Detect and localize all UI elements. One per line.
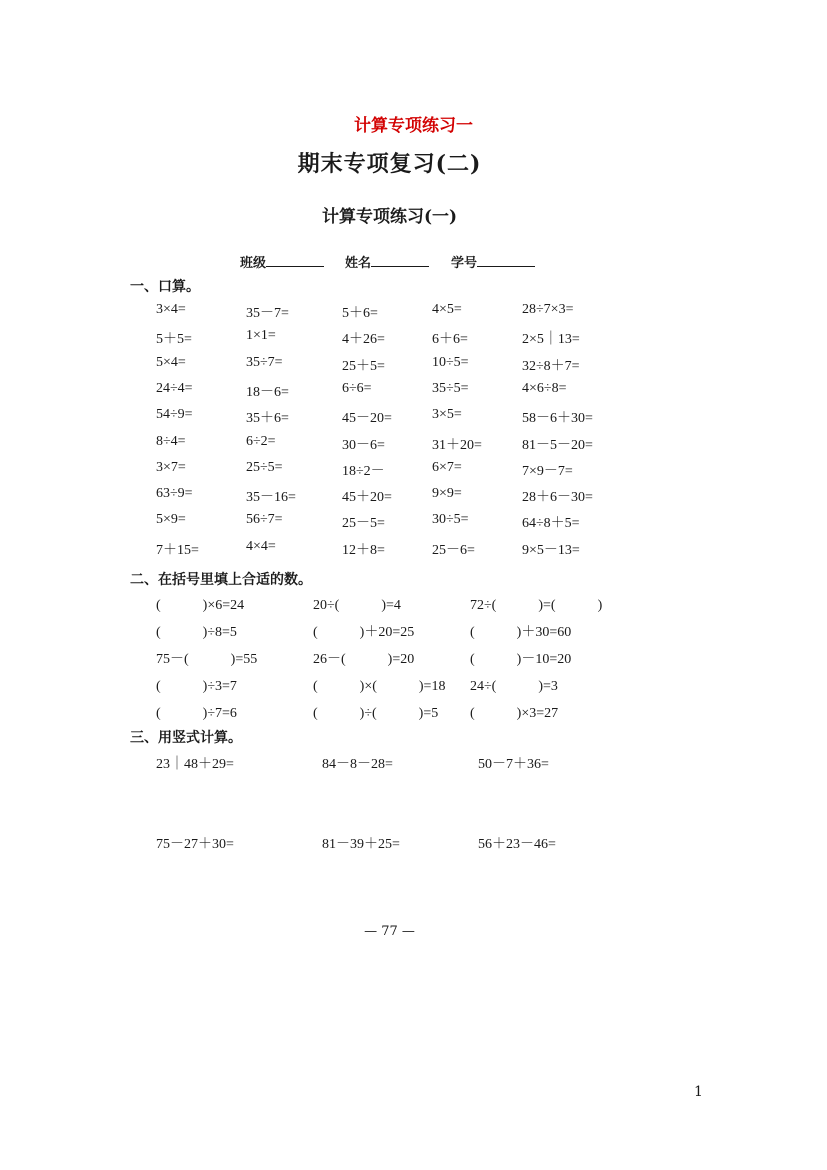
- class-label: 班级: [240, 256, 267, 271]
- fill-in-item: ( )÷( )=5: [313, 706, 439, 721]
- oral-calc-item: 81－5－20=: [522, 437, 593, 453]
- oral-calc-item: 25－6=: [432, 542, 475, 558]
- oral-calc-item: 9×9=: [432, 486, 462, 502]
- fill-in-item: ( )÷7=6: [156, 706, 237, 721]
- vertical-calc-item: 84－8－28=: [322, 757, 393, 772]
- oral-calc-item: 45＋20=: [342, 490, 392, 506]
- fill-in-item: ( )÷3=7: [156, 679, 237, 694]
- id-field: [451, 252, 535, 271]
- oral-calc-item: 6×7=: [432, 459, 462, 475]
- class-field: [240, 252, 324, 271]
- oral-calc-item: 7＋15=: [156, 542, 199, 558]
- oral-calc-item: 5×9=: [156, 512, 186, 528]
- fill-in-item: ( )－10=20: [470, 652, 572, 667]
- oral-calc-item: 24÷4=: [156, 380, 193, 396]
- oral-calc-item: 30÷5=: [432, 512, 469, 528]
- oral-calc-item: 3×4=: [156, 302, 186, 317]
- name-label: 姓名: [345, 256, 372, 271]
- fill-in-item: 75－( )=55: [156, 652, 258, 667]
- oral-calc-item: 4×6÷8=: [522, 380, 567, 396]
- oral-calc-item: 5×4=: [156, 354, 186, 370]
- section1-heading: 一、口算。: [130, 279, 200, 295]
- oral-calc-item: 35－16=: [246, 490, 296, 506]
- oral-calc-item: 4×5=: [432, 302, 462, 317]
- fill-in-item: 72÷( )=( ): [470, 598, 603, 613]
- oral-calc-item: 4＋26=: [342, 332, 385, 348]
- oral-calc-item: 4×4=: [246, 538, 276, 554]
- fill-in-item: ( )＋20=25: [313, 625, 415, 640]
- oral-calc-item: 8÷4=: [156, 433, 186, 449]
- oral-calc-item: 30－6=: [342, 437, 385, 453]
- oral-calc-item: 7×9－7=: [522, 463, 573, 479]
- section3-heading: 三、用竖式计算。: [130, 730, 242, 746]
- oral-calc-item: 6÷2=: [246, 433, 276, 449]
- oral-calc-item: 10÷5=: [432, 354, 469, 370]
- fill-in-item: ( )＋30=60: [470, 625, 572, 640]
- oral-calc-item: 25－5=: [342, 516, 385, 532]
- oral-calc-item: 18－6=: [246, 384, 289, 400]
- fill-in-item: ( )×3=27: [470, 706, 559, 721]
- oral-calc-item: 6÷6=: [342, 380, 372, 396]
- vertical-calc-item: 56＋23－46=: [478, 837, 556, 852]
- oral-calc-item: 64÷8＋5=: [522, 516, 580, 532]
- oral-calc-item: 5＋6=: [342, 306, 378, 321]
- main-title: 期末专项复习(二): [297, 151, 482, 177]
- fill-in-item: ( )×6=24: [156, 598, 245, 613]
- vertical-calc-item: 75－27＋30=: [156, 837, 234, 852]
- fill-in-item: 20÷( )=4: [313, 598, 401, 613]
- oral-calc-item: 58－6＋30=: [522, 411, 593, 427]
- oral-calc-item: 25÷5=: [246, 459, 283, 475]
- oral-calc-item: 18÷2－: [342, 463, 385, 479]
- oral-calc-item: 1×1=: [246, 328, 276, 344]
- fill-in-item: 26－( )=20: [313, 652, 415, 667]
- fill-in-item: ( )×( )=18: [313, 679, 446, 694]
- vertical-calc-item: 81－39＋25=: [322, 837, 400, 852]
- oral-calc-item: 45－20=: [342, 411, 392, 427]
- name-blank: [371, 254, 429, 267]
- id-blank: [477, 254, 535, 267]
- fill-in-item: ( )÷8=5: [156, 625, 237, 640]
- oral-calc-item: 35÷7=: [246, 354, 283, 370]
- oral-calc-item: 2×5｜13=: [522, 332, 580, 348]
- vertical-calc-item: 23｜48＋29=: [156, 757, 234, 772]
- oral-calc-item: 56÷7=: [246, 512, 283, 528]
- oral-calc-item: 35＋6=: [246, 411, 289, 427]
- oral-calc-item: 3×7=: [156, 459, 186, 475]
- corner-page-number: 1: [694, 1084, 703, 1100]
- oral-calc-item: 3×5=: [432, 407, 462, 423]
- sub-title: 计算专项练习(一): [321, 207, 458, 227]
- oral-calc-item: 6＋6=: [432, 332, 468, 348]
- name-field: [345, 252, 429, 271]
- id-label: 学号: [451, 256, 478, 271]
- class-blank: [266, 254, 324, 267]
- page-number: — 77 —: [364, 924, 415, 939]
- oral-calc-item: 35－7=: [246, 306, 289, 321]
- section2-heading: 二、在括号里填上合适的数。: [130, 572, 312, 588]
- oral-calc-item: 28＋6－30=: [522, 490, 593, 506]
- oral-calc-item: 63÷9=: [156, 486, 193, 502]
- document-title: 计算专项练习一: [354, 116, 473, 136]
- oral-calc-item: 54÷9=: [156, 407, 193, 423]
- oral-calc-item: 25＋5=: [342, 358, 385, 374]
- oral-calc-item: 9×5－13=: [522, 542, 580, 558]
- oral-calc-item: 31＋20=: [432, 437, 482, 453]
- fill-in-item: 24÷( )=3: [470, 679, 558, 694]
- oral-calc-item: 35÷5=: [432, 380, 469, 396]
- vertical-calc-item: 50－7＋36=: [478, 757, 549, 772]
- oral-calc-item: 32÷8＋7=: [522, 358, 580, 374]
- oral-calc-item: 28÷7×3=: [522, 302, 574, 317]
- oral-calc-item: 12＋8=: [342, 542, 385, 558]
- oral-calc-item: 5＋5=: [156, 332, 192, 348]
